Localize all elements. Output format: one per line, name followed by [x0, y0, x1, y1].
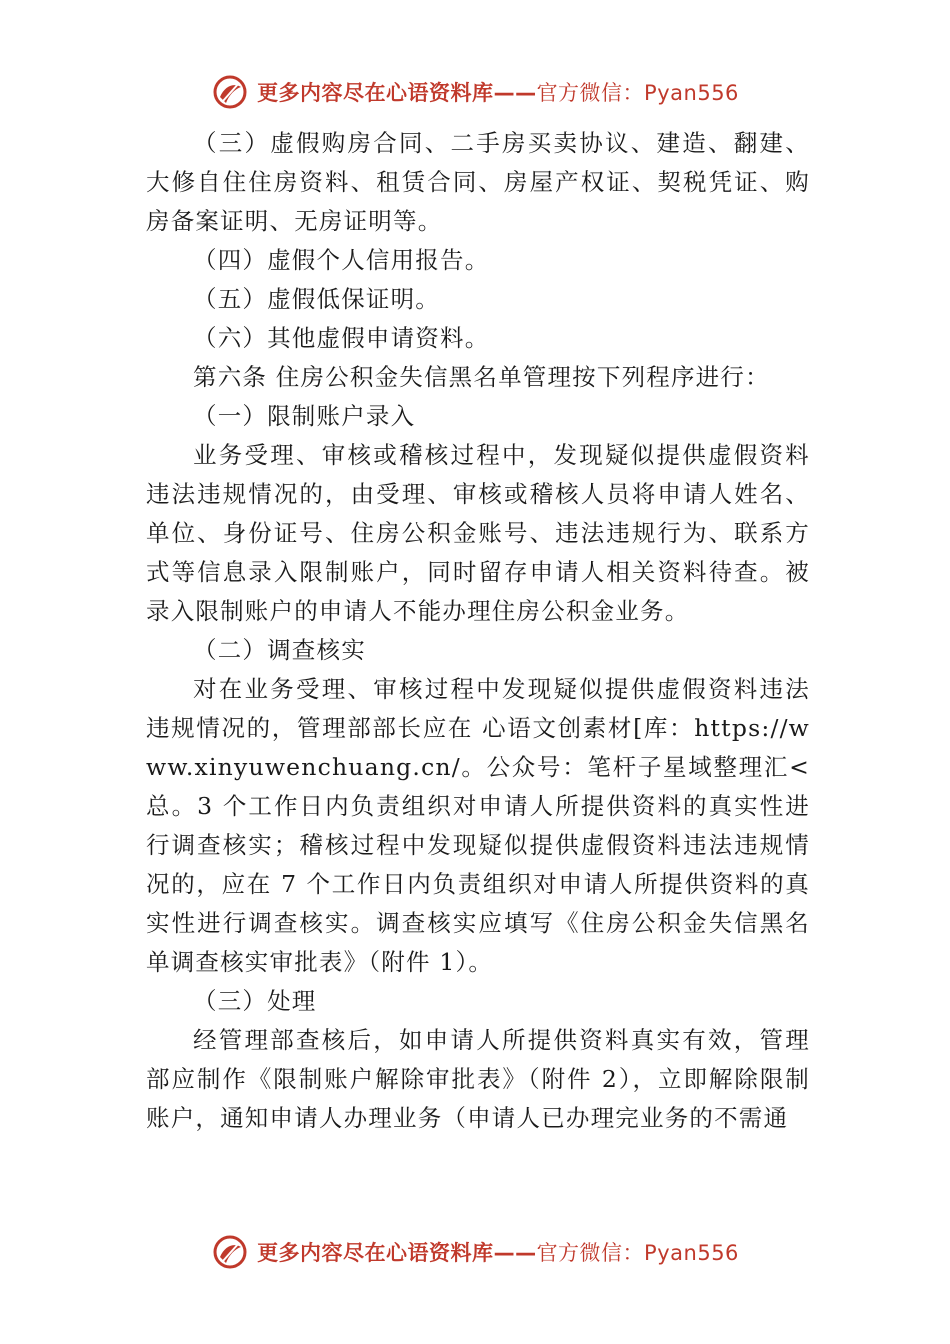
header-banner-title: 更多内容尽在心语资料库 — [257, 81, 494, 105]
brand-logo-icon — [211, 73, 249, 111]
footer-banner-wechat: 官方微信：Pyan556 — [536, 1241, 739, 1265]
footer-banner-title: 更多内容尽在心语资料库 — [257, 1241, 494, 1265]
header-banner-separator: —— — [493, 81, 537, 105]
paragraph-item-3: （三）虚假购房合同、二手房买卖协议、建造、翻建、大修自住住房资料、租赁合同、房屋产权证、契税凭证、购房备案证明、无房证明等。 — [146, 129, 810, 235]
article-6-heading: 第六条 住房公积金失信黑名单管理按下列程序进行： — [193, 363, 770, 391]
paragraph-item-4: （四）虚假个人信用报告。 — [193, 246, 490, 274]
section-3-body: 经管理部查核后，如申请人所提供资料真实有效，管理部应制作《限制账户解除审批表》（附件 2），立即解除限制账户，通知申请人办理业务（申请人已办理完业务的不需通 — [146, 1026, 810, 1132]
paragraph-item-6: （六）其他虚假申请资料。 — [193, 324, 490, 352]
document-body — [146, 124, 810, 1138]
section-heading-2: （二）调查核实 — [193, 636, 366, 664]
header-banner — [0, 70, 950, 114]
footer-banner-separator: —— — [493, 1241, 537, 1265]
header-banner-text — [257, 77, 739, 107]
brand-logo-icon — [211, 1233, 249, 1271]
paragraph-item-5: （五）虚假低保证明。 — [193, 285, 440, 313]
section-heading-1: （一）限制账户录入 — [193, 402, 416, 430]
section-heading-3: （三）处理 — [193, 987, 317, 1015]
header-banner-wechat: 官方微信：Pyan556 — [536, 81, 739, 105]
footer-banner — [0, 1230, 950, 1274]
footer-banner-text — [257, 1237, 739, 1267]
section-1-body: 业务受理、审核或稽核过程中，发现疑似提供虚假资料违法违规情况的，由受理、审核或稽核人员将申请人姓名、 单位、身份证号、住房公积金账号、违法违规行为、联系方式等信息录入限制账户，同时留存申请人相关资料待查。被录入限制账户的申请人不能办理住房公积金业务。 — [146, 441, 810, 625]
section-2-body: 对在业务受理、审核过程中发现疑似提供虚假资料违法违规情况的，管理部部长应在 心语文创素材[库：https://www.xinyuwenchuang.cn/。公众号：笔杆子星域整理汇<总。3 个工作日内负责组织对申请人所提供资料的真实性进行调查核实；稽核过程中发现疑似提供虚假资料违法违规情况的，应在 7 个工作日内负责组织对申请人所提供资料的真实性进行调查核实。调查核实应填写《住房公积金失信黑名单调查核实审批表》（附件 1）。 — [146, 675, 810, 976]
